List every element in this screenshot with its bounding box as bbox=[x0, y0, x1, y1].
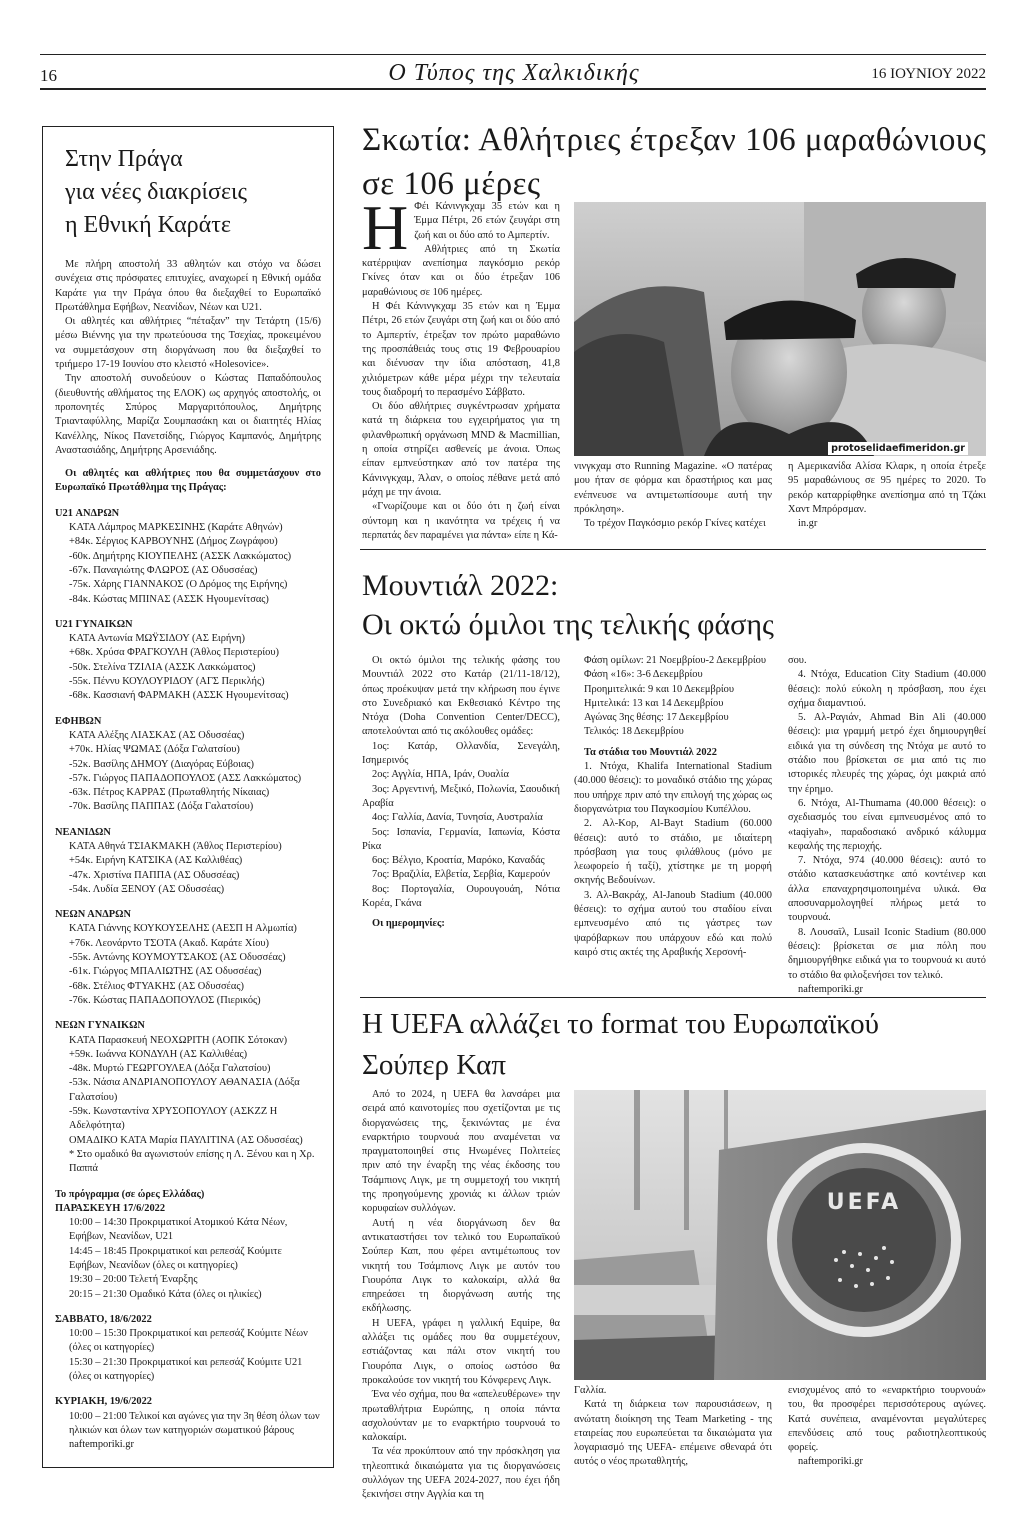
program-entry: 10:00 – 15:30 Προκριματικοί και ρεπεσάζ Κούμιτε Νέων (όλες οι κατηγορίες) bbox=[69, 1328, 308, 1354]
paragraph: Ένα νέο σχήμα, που θα «απελευθέρωνε» την πρωταθλήτρια Ευρώπης, η οποία πάντα ασχολούνταν με το εναρκτήριο τουρνουά το καλοκαίρι. bbox=[362, 1389, 560, 1444]
watermark: protoselidaefimeridon.gr bbox=[828, 442, 968, 455]
roster-entry: -84κ. Κώστας ΜΠΙΝΑΣ (ΑΣΣΚ Ηγουμενίτσας) bbox=[69, 593, 269, 605]
program-entry: 14:45 – 18:45 Προκριματικοί και ρεπεσάζ Κούμιτε Εφήβων, Νεανίδων (όλες οι κατηγορίες) bbox=[69, 1245, 282, 1271]
roster-entry: -54κ. Λυδία ΞΕΝΟΥ (ΑΣ Οδυσσέας) bbox=[69, 883, 225, 895]
headline-line: Σούπερ Καπ bbox=[362, 1049, 506, 1081]
paragraph: Αυτή η νέα διοργάνωση δεν θα αντικαταστήσει τον τελικό του Ευρωπαϊκού Σούπερ Καπ, που φέρει αντιμέτωπους τον νικητή του Τσάμπιονς Λιγκ με αυτόν του Γιουρόπα Λιγκ το καλοκαίρι, αλλά θα επηρεάσει τη διοργάνωση αυτής της εκδήλωσης. bbox=[362, 1217, 560, 1315]
karate-headline bbox=[65, 143, 321, 242]
roster-entry: +84κ. Σέργιος ΚΑΡΒΟΥΝΗΣ (Δήμος Ζωγράφου) bbox=[69, 536, 278, 548]
roster-entry: -48κ. Μυρτώ ΓΕΩΡΓΟΥΛΕΑ (Δόξα Γαλατσίου) bbox=[69, 1063, 271, 1075]
roster-entry: +76κ. Λεονάρντο ΤΣΟΤΑ (Ακαδ. Καράτε Χίου) bbox=[69, 937, 270, 949]
paragraph: Οι οκτώ όμιλοι της τελικής φάσης του Μουντιάλ 2022 στο Κατάρ (21/11-18/12), όπως προέκυψαν μετά την κλήρωση που έγινε στο Συνεδριακό και Εκθεσιακό Κέντρο της Ντόχα (Doha Convention Center/DECC), αποτελούνται από τις ακόλουθες ομάδες: bbox=[362, 655, 560, 738]
source-credit: naftemporiki.gr bbox=[798, 983, 863, 995]
worldcup-headline bbox=[362, 566, 982, 644]
roster-entry: ΟΜΑΔΙΚΟ ΚΑΤΑ Μαρία ΠΑΥΛΙΤΙΝΑ (ΑΣ Οδυσσέας) bbox=[69, 1134, 303, 1146]
roster-entry: ΚΑΤΑ Αθηνά ΤΣΙΑΚΜΑΚΗ (Άθλος Περιστερίου) bbox=[69, 840, 282, 852]
roster-entry: -53κ. Νάσια ΑΝΔΡΙΑΝΟΠΟΥΛΟΥ ΑΘΑΝΑΣΙΑ (Δόξα Γαλατσίου) bbox=[69, 1077, 300, 1103]
roster-entry: -63κ. Πέτρος ΚΑΡΡΑΣ (Πρωταθλητής Νίκαιας) bbox=[69, 787, 270, 799]
group-line: 6ος: Βέλγιο, Κροατία, Μαρόκο, Καναδάς bbox=[372, 855, 545, 867]
paragraph: Αθλήτριες από τη Σκωτία κατέρριψαν ανεπίσημα παγκόσμιο ρεκόρ Γκίνες όταν και οι δύο έτρεξαν 106 μαραθώνιους σε 106 ημέρες. bbox=[362, 243, 560, 298]
roster-entry: -75κ. Χάρης ΓΙΑΝΝΑΚΟΣ (Ο Δρόμος της Ειρήνης) bbox=[69, 579, 288, 591]
roster-entry: ΚΑΤΑ Γιάννης ΚΟΥΚΟΥΣΕΛΗΣ (ΑΕΣΠ Η Αλμωπία) bbox=[69, 923, 297, 935]
paragraph: ενισχυμένος από το «εναρκτήριο τουρνουά» του, θα προσφέρει περισσότερους αγώνες. Κατά συνέπεια, αναμένονται μεγαλύτερες επενδύσεις από τους ραδιοτηλεοπτικούς φορείς. bbox=[788, 1385, 986, 1454]
stadiums-heading: Τα στάδια του Μουντιάλ 2022 bbox=[584, 746, 717, 758]
header-rule bbox=[40, 88, 986, 90]
paragraph: Από το 2024, η UEFA θα λανσάρει μια σειρά από καινοτομίες που σχετίζονται με τις διοργανώσεις της, ξεκινώντας με ένα εναρκτήριο τουρνουά που αναμένεται να πραγματοποιηθεί στις Ηνωμένες Πολιτείες πριν από την έναρξη της νέας έκδοσης του Τσάμπιονς Λιγκ, με τη συμμετοχή του νικητή της προηγούμενης χρονιάς κι άλλων τριών κορυφαίων συλλόγων. bbox=[362, 1089, 560, 1215]
karate-roster bbox=[55, 467, 321, 1452]
paragraph: Οι δύο αθλήτριες συγκέντρωσαν χρήματα κατά τη διάρκεια του εγχειρήματος για τη φιλανθρωπική οργάνωση MND & Macmillian, η οποία στηρίζει ασθενείς με άνοια. Όπως είπαν εμπνεύστηκαν από τον πατέρα της Κάνινγκχαμ, Άλαν, ο οποίος πέθανε μετά από μάχη με την άνοια. bbox=[362, 401, 560, 498]
stadium-entry: 6. Ντόχα, Al-Thumama (40.000 θέσεις): ο σχεδιασμός του είναι εμπνευσμένος από το «taqiyah», παραδοσιακό ανδρικό κάλυμμα κεφαλής της περιοχής. bbox=[788, 797, 986, 852]
group-line: 4ος: Γαλλία, Δανία, Τυνησία, Αυστραλία bbox=[372, 812, 543, 824]
roster-group-title: ΝΕΑΝΙΔΩΝ bbox=[55, 826, 111, 838]
roster-group-title: ΝΕΩΝ ΑΝΔΡΩΝ bbox=[55, 909, 131, 921]
karate-body bbox=[55, 258, 321, 458]
headline-line: Οι οκτώ όμιλοι της τελικής φάσης bbox=[362, 608, 774, 641]
roster-entry: +70κ. Ηλίας ΨΩΜΑΣ (Δόξα Γαλατσίου) bbox=[69, 744, 240, 756]
scotland-col-1 bbox=[362, 192, 560, 543]
paragraph: η Αμερικανίδα Αλίσα Κλαρκ, η οποία έτρεξε 95 μαραθώνιους σε 95 ημέρες το 2020. Το ρεκόρ καταρρίφθηκε ανεπίσημα από τη Τζάκι Χαντ Μπρόρσμαν. bbox=[788, 461, 986, 515]
date-line: Προημιτελικά: 9 και 10 Δεκεμβρίου bbox=[584, 683, 735, 695]
karate-headline-line: η Εθνική Καράτε bbox=[65, 212, 231, 238]
roster-entry: -57κ. Γιώργος ΠΑΠΑΔΟΠΟΥΛΟΣ (ΑΣΣ Λακκώματος) bbox=[69, 772, 302, 784]
uefa-col-1 bbox=[362, 1088, 560, 1503]
date-line: Τελικός: 18 Δεκεμβρίου bbox=[584, 726, 684, 738]
dropcap: Η bbox=[362, 192, 409, 263]
scotland-headline: Σκωτία: Αθλήτριες έτρεξαν 106 μαραθώνιους σε 106 μέρες bbox=[362, 122, 987, 202]
paragraph: «Γνωρίζουμε και οι δύο ότι η ζωή είναι σύντομη και η ικανότητα να τρέχεις ή να περπατάς δεν παραμένει για πάντα» είπε η Κά- bbox=[362, 501, 560, 541]
roster-entry: -52κ. Βασίλης ΔΗΜΟΥ (Διαγόρας Εύβοιας) bbox=[69, 758, 254, 770]
uefa-col-3 bbox=[788, 1384, 986, 1470]
stadium-entry: 1. Ντόχα, Khalifa International Stadium (40.000 θέσεις): το μοναδικό στάδιο της χώρας που υπήρχε πριν από την επιλογή της χώρας ως διοργανώτρια του Παγκοσμίου Κυπέλλου. bbox=[574, 761, 772, 815]
headline-line: Η UEFA αλλάζει το format του Ευρωπαϊκού bbox=[362, 1008, 879, 1040]
date-line: Αγώνας 3ης θέσης: 17 Δεκεμβρίου bbox=[584, 712, 729, 724]
roster-entry: ΚΑΤΑ Αλέξης ΛΙΑΣΚΑΣ (ΑΣ Οδυσσέας) bbox=[69, 729, 245, 741]
roster-entry: -55κ. Αντώνης ΚΟΥΜΟΥΤΣΑΚΟΣ (ΑΣ Οδυσσέας) bbox=[69, 952, 286, 964]
issue-date: 16 ΙΟΥΝΙΟΥ 2022 bbox=[871, 66, 986, 82]
program-heading: Το πρόγραμμα (σε ώρες Ελλάδας) bbox=[55, 1188, 205, 1200]
paragraph: σου. bbox=[788, 655, 807, 666]
source-credit: naftemporiki.gr bbox=[69, 1439, 134, 1451]
roster-entry: -60κ. Δημήτρης ΚΙΟΥΠΕΛΗΣ (ΑΣΣΚ Λακκώματος) bbox=[69, 550, 292, 562]
karate-headline-line: για νέες διακρίσεις bbox=[65, 179, 247, 205]
roster-entry: +59κ. Ιωάννα ΚΟΝΔΥΛΗ (ΑΣ Καλλιθέας) bbox=[69, 1048, 248, 1060]
paragraph: Με πλήρη αποστολή 33 αθλητών και στόχο να δώσει συνέχεια στις πρόσφατες επιτυχίες, αναχωρεί η Εθνική ομάδα Καράτε για την Πράγα όπου θα διεξαχθεί το Ευρωπαϊκό Πρωτάθλημα Εφήβων, Νεανίδων, Νέων και U21. bbox=[55, 259, 321, 313]
group-line: 1ος: Κατάρ, Ολλανδία, Σενεγάλη, Ισημερινός bbox=[362, 740, 560, 767]
program-day: ΣΑΒΒΑΤΟ, 18/6/2022 bbox=[55, 1313, 152, 1325]
date-line: Φάση «16»: 3-6 Δεκεμβρίου bbox=[584, 669, 703, 681]
program-days bbox=[55, 1202, 321, 1438]
roster-entry: -68κ. Στέλιος ΦΤΥΑΚΗΣ (ΑΣ Οδυσσέας) bbox=[69, 980, 244, 992]
roster-entry: -76κ. Κώστας ΠΑΠΑΔΟΠΟΥΛΟΣ (Πιερικός) bbox=[69, 994, 261, 1006]
scotland-col-2 bbox=[574, 460, 772, 531]
worldcup-col-2 bbox=[574, 654, 772, 960]
roster-entry: -68κ. Κασσιανή ΦΑΡΜΑΚΗ (ΑΣΣΚ Ηγουμενίτσας) bbox=[69, 690, 289, 702]
lead-paragraph: Φέι Κάνινγκχαμ 35 ετών και η Έμμα Πέτρι, 26 ετών ζευγάρι στη ζωή και οι δύο από το Αμπερτίν. bbox=[414, 201, 560, 241]
program-entry: 10:00 – 21:00 Τελικοί και αγώνες για την 3η θέση όλων των ηλικιών και όλων των κατηγοριών σωματικού βάρους bbox=[69, 1410, 320, 1436]
stadium-entry: 7. Ντόχα, 974 (40.000 θέσεις): αυτό το στάδιο κατασκευάστηκε από κοντέινερ και άλλα επαναχρησιμοποιημένα υλικά. Θα αποσυναρμολογηθεί πλήρως μετά το τουρνουά. bbox=[788, 855, 986, 924]
group-line: 2ος: Αγγλία, ΗΠΑ, Ιράν, Ουαλία bbox=[372, 769, 509, 781]
paragraph: Κατά τη διάρκεια των παρουσιάσεων, η ανώτατη διοίκηση της Team Marketing - της εταιρείας που ευρωπεύεται τα δικαιώματα για λογαριασμό της UEFA- επέμεινε σθεναρά ότι αυτός ο νέος πρωταθλητής, bbox=[574, 1399, 772, 1468]
paragraph: Η UEFA, γράφει η γαλλική Equipe, θα αλλάξει τις ομάδες που θα συμμετέχουν, εστιάζοντας και πάλι στον νικητή του Γιουρόπα Λιγκ, ο οποίος ωστόσο θα προκαλούσε τον νικητή του Κόνφερενς Λιγκ. bbox=[362, 1317, 560, 1386]
stadium-entry: 8. Λουσαϊλ, Lusail Iconic Stadium (80.000 θέσεις): βρίσκεται σε μια πόλη που δημιουργήθηκε ειδικά για το τουρνουά κι αυτό το στάδιο θα φιλοξενήσει τον τελικό. bbox=[788, 926, 986, 981]
stadium-entry: 2. Αλ-Κορ, Al-Bayt Stadium (60.000 θέσεις): αυτό το στάδιο, με ιδιαίτερη πρόσβαση για τους φιλάθλους (μόνο με λεωφορείο ή ταξί), χτίστηκε με τη μορφή σκηνής Βεδουίνων. bbox=[574, 818, 772, 887]
paragraph: Την αποστολή συνοδεύουν ο Κώστας Παπαδόπουλος (διευθυντής αθλήματος της ΕΛΟΚ) ως αρχηγός αποστολής, οι προπονητές Σπύρος Μαργαριτόπουλος, Δημήτρης Τριανταφύλλης, Μαρίζα Σουμπασάκη και οι διαιτητές Ηλίας Κανέλλης, Νίκος Πανετσίδης, Γιώργος Καμπανός, Δημήτρης Αναστασιάδης, Δημήτρης Αρσενιάδης. bbox=[55, 373, 321, 456]
date-line: Ημιτελικά: 13 και 14 Δεκεμβρίου bbox=[584, 697, 724, 709]
runners-photo bbox=[574, 202, 986, 456]
scotland-col-3 bbox=[788, 460, 986, 531]
program-entry: 19:30 – 20:00 Τελετή Έναρξης bbox=[69, 1274, 198, 1286]
roster-group-title: U21 ΓΥΝΑΙΚΩΝ bbox=[55, 618, 133, 630]
roster-entry: * Στο ομαδικό θα αγωνιστούν επίσης η Λ. Ξένου και η Χρ. Παππά bbox=[69, 1148, 315, 1175]
roster-group-title: ΝΕΩΝ ΓΥΝΑΙΚΩΝ bbox=[55, 1020, 145, 1032]
paragraph: νινγκχαμ στο Running Magazine. «Ο πατέρας μου ήταν σε φόρμα και δραστήριος και μας ενέπνευσε να αντιμετωπίσουμε αυτή την πρόκληση». bbox=[574, 461, 772, 515]
roster-groups bbox=[55, 496, 321, 1177]
program-day: ΠΑΡΑΣΚΕΥΗ 17/6/2022 bbox=[55, 1202, 166, 1214]
group-line: 8ος: Πορτογαλία, Ουρουγουάη, Νότια Κορέα, Γκάνα bbox=[362, 883, 560, 910]
stadium-entry: 3. Αλ-Βακράχ, Al-Janoub Stadium (40.000 θέσεις): το σχήμα αυτού του σταδίου είναι εμπνευσμένο από τις γάστρες των ψαρόβαρκων που υπάρχουν εδώ και πολύ καιρό στις ακτές της Αραβικής Χερσονή- bbox=[574, 889, 772, 958]
section-rule bbox=[360, 997, 986, 998]
section-rule bbox=[360, 549, 986, 550]
paragraph: Οι αθλητές και αθλήτριες “πέταξαν” την Τετάρτη (15/6) μέσω Βιέννης για την πρωτεύουσα της Τσεχίας, προκειμένου να συμμετάσχουν στη διοργάνωση που θα διεξαχθεί το τριήμερο 17-19 Ιουνίου στο κλειστό «Holesovice». bbox=[55, 316, 321, 371]
page-number: 16 bbox=[40, 66, 57, 85]
karate-headline-line: Στην Πράγα bbox=[65, 146, 183, 172]
paragraph: Τα νέα προκύπτουν από την πρόσκληση για τηλεοπτικά δικαιώματα για τις διοργανώσεις συλλόγων της UEFA 2024-2027, που έχει ήδη ξεκινήσει στην Αγγλία και τη bbox=[362, 1446, 560, 1501]
worldcup-col-3 bbox=[788, 654, 986, 997]
roster-entry: -50κ. Στελίνα ΤΖΙΛΙΑ (ΑΣΣΚ Λακκώματος) bbox=[69, 661, 256, 673]
program-day: ΚΥΡΙΑΚΗ, 19/6/2022 bbox=[55, 1396, 152, 1408]
roster-group-title: ΕΦΗΒΩΝ bbox=[55, 715, 102, 727]
newspaper-title: Ο Τύπος της Χαλκιδικής bbox=[388, 60, 640, 86]
roster-entry: -61κ. Γιώργος ΜΠΑΛΙΩΤΗΣ (ΑΣ Οδυσσέας) bbox=[69, 966, 262, 978]
program-entry: 15:30 – 21:30 Προκριματικοί και ρεπεσάζ Κούμιτε U21 (όλες οι κατηγορίες) bbox=[69, 1356, 303, 1383]
top-rule bbox=[40, 54, 986, 55]
roster-entry: -70κ. Βασίλης ΠΑΠΠΑΣ (Δόξα Γαλατσίου) bbox=[69, 801, 254, 813]
roster-group-title: U21 ΑΝΔΡΩΝ bbox=[55, 507, 120, 519]
program-entry: 20:15 – 21:30 Ομαδικό Κάτα (όλες οι ηλικίες) bbox=[69, 1288, 262, 1300]
roster-entry: ΚΑΤΑ Αντωνία ΜΩΫΣΙΔΟΥ (ΑΣ Ειρήνη) bbox=[69, 633, 245, 645]
uefa-logo-text: UEFA bbox=[826, 1190, 902, 1215]
roster-entry: -67κ. Παναγιώτης ΦΛΩΡΟΣ (ΑΣ Οδυσσέας) bbox=[69, 564, 258, 576]
roster-entry: +54κ. Ειρήνη ΚΑΤΣΙΚΑ (ΑΣ Καλλιθέας) bbox=[69, 855, 243, 867]
paragraph: Το τρέχον Παγκόσμιο ρεκόρ Γκίνες κατέχει bbox=[584, 518, 766, 530]
group-line: 7ος: Βραζιλία, Ελβετία, Σερβία, Καμερούν bbox=[372, 869, 551, 881]
karate-article bbox=[42, 126, 334, 1468]
runners-photo-image bbox=[574, 202, 986, 456]
paragraph: Γαλλία. bbox=[574, 1385, 607, 1396]
stadium-entry: 4. Ντόχα, Education City Stadium (40.000 θέσεις): πολύ εύκολη η πρόσβαση, που έχει σχήμα διαμαντιού. bbox=[788, 669, 986, 709]
roster-entry: +68κ. Χρύσα ΦΡΑΓΚΟΥΛΗ (Άθλος Περιστερίου) bbox=[69, 647, 279, 659]
worldcup-col-1 bbox=[362, 654, 560, 932]
uefa-col-2 bbox=[574, 1384, 772, 1470]
date-line: Φάση ομίλων: 21 Νοεμβρίου-2 Δεκεμβρίου bbox=[584, 655, 767, 666]
group-line: 3ος: Αργεντινή, Μεξικό, Πολωνία, Σαουδική Αραβία bbox=[362, 783, 560, 809]
source-credit: in.gr bbox=[798, 518, 818, 530]
uefa-photo bbox=[574, 1090, 986, 1380]
roster-entry: -59κ. Κωνσταντίνα ΧΡΥΣΟΠΟΥΛΟΥ (ΑΣΚΖΖ Η Αδελφότητα) bbox=[69, 1106, 278, 1132]
program-entry: 10:00 – 14:30 Προκριματικοί Ατομικού Κάτα Νέων, Εφήβων, Νεανίδων, U21 bbox=[69, 1217, 288, 1243]
uefa-photo-image bbox=[574, 1090, 986, 1380]
roster-entry: -55κ. Πέννυ ΚΟΥΛΟΥΡΙΔΟΥ (ΑΓΣ Περικλής) bbox=[69, 676, 265, 688]
group-line: 5ος: Ισπανία, Γερμανία, Ιαπωνία, Κόστα Ρίκα bbox=[362, 826, 560, 852]
roster-entry: ΚΑΤΑ Παρασκευή ΝΕΟΧΩΡΙΤΗ (ΑΟΠΚ Σότοκαν) bbox=[69, 1034, 288, 1046]
source-credit: naftemporiki.gr bbox=[798, 1456, 863, 1468]
stadium-entry: 5. Αλ-Ραγιάν, Ahmad Bin Ali (40.000 θέσεις): μια γραμμή μετρό έχει δημιουργηθεί ειδικά για τη σύνδεση της Ντόχα με αυτό το στάδιο που βρίσκεται σε μια από τις πιο ιστορικές πλευρές της χώρας, όχι μακριά από την έρημο. bbox=[788, 712, 986, 795]
roster-entry: ΚΑΤΑ Λάμπρος ΜΑΡΚΕΣΙΝΗΣ (Καράτε Αθηνών) bbox=[69, 522, 283, 534]
roster-heading: Οι αθλητές και αθλήτριες που θα συμμετάσχουν στο Ευρωπαϊκό Πρωτάθλημα της Πράγας: bbox=[55, 468, 321, 494]
paragraph: Η Φέι Κάνινγκχαμ 35 ετών και η Έμμα Πέτρι, 26 ετών ζευγάρι στη ζωή και οι δύο από το Αμπερτίν, έτρεξαν τον πρώτο μαραθώνιο της προσπάθειάς τους στις 19 Φεβρουαρίου και διένυσαν την ίδια απόσταση, 41,8 χιλιόμετρων κάθε μέρα μέχρι την τελευταία τους διαδρομή το περασμένο Σάββατο. bbox=[362, 301, 560, 398]
headline-line: Μουντιάλ 2022: bbox=[362, 569, 559, 602]
dates-label: Οι ημερομηνίες: bbox=[372, 918, 445, 930]
roster-entry: -47κ. Χριστίνα ΠΑΠΠΑ (ΑΣ Οδυσσέας) bbox=[69, 869, 240, 881]
uefa-headline bbox=[362, 1004, 986, 1086]
